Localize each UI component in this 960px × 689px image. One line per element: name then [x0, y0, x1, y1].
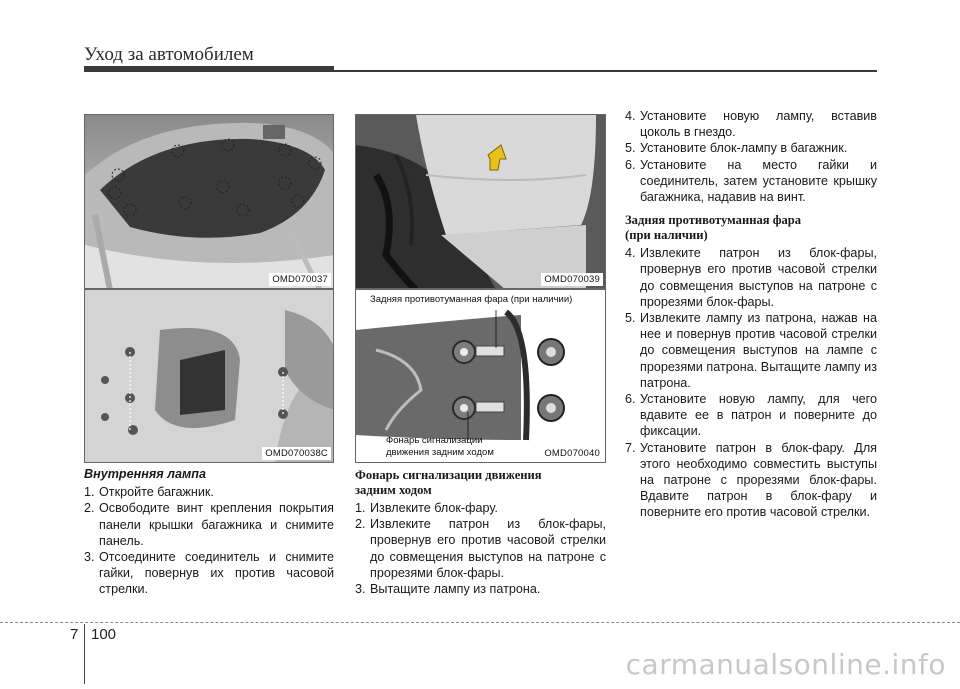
- section-heading-line: Фонарь сигнализации движения: [355, 468, 542, 482]
- item-text: Установите на место гайки и соединитель, затем установите крышку багажника, надавив на винт.: [640, 157, 877, 205]
- section-heading-line: (при наличии): [625, 228, 708, 243]
- page-number: 100: [91, 626, 117, 643]
- column-fog-lamp: [625, 108, 877, 521]
- list-item: [625, 157, 877, 206]
- list-item: [355, 500, 606, 516]
- list-item: [84, 484, 334, 500]
- item-text: Отсоедините соединитель и снимите гайки, повернув их против часовой стрелки.: [99, 550, 334, 597]
- figure-label-reverse-lamp: [386, 435, 494, 459]
- figure-lamp-sockets: [355, 289, 606, 463]
- list-item: [625, 310, 877, 391]
- item-number: 5.: [625, 141, 636, 156]
- section-heading: Внутренняя лампа: [84, 467, 206, 481]
- figure-label-line: Фонарь сигнализации: [386, 435, 483, 446]
- item-text: Извлеките лампу из патрона, нажав на нее и повернув против часовой стрелки до совмещения выступов на лампе с прорезями патрона. Вытащите лампу из патрона.: [640, 311, 877, 390]
- item-number: 1.: [355, 501, 366, 515]
- list-item: [625, 108, 877, 140]
- item-text: Установите новую лампу, вставив цоколь в гнездо.: [640, 109, 877, 140]
- item-number: 2.: [355, 517, 366, 532]
- item-number: 4.: [625, 109, 636, 123]
- trunk-lid-illustration: [85, 115, 334, 289]
- item-text: Откройте багажник.: [99, 485, 214, 500]
- chapter-number: 7: [70, 626, 79, 643]
- figure-label-fog-lamp: Задняя противотуманная фара (при наличии): [370, 294, 573, 305]
- item-number: 1.: [84, 485, 95, 500]
- list-item: [625, 391, 877, 440]
- page-number-separator: [84, 624, 85, 684]
- column-reverse-lamp: [355, 468, 606, 597]
- item-number: 3.: [84, 550, 95, 565]
- item-number: 6.: [625, 157, 636, 172]
- item-number: 7.: [625, 440, 636, 455]
- item-number: 3.: [355, 582, 366, 597]
- list-item: [625, 140, 877, 156]
- list-item: [625, 440, 877, 521]
- item-text: Извлеките блок-фару.: [370, 501, 498, 515]
- item-number: 2.: [84, 501, 95, 516]
- item-text: Установите блок-лампу в багажник.: [640, 141, 848, 156]
- figure-code: OMD070039: [541, 273, 603, 286]
- list-item: [625, 245, 877, 310]
- figure-trunk-panel-nuts: [84, 289, 334, 463]
- list-item: [84, 549, 334, 598]
- trunk-panel-illustration: [85, 290, 334, 463]
- item-text: Освободите винт крепления покрытия панели крышки багажника и снимите панель.: [99, 501, 334, 548]
- figure-code: OMD070038C: [262, 447, 331, 460]
- item-text: Извлеките патрон из блок-фары, провернув его против часовой стрелки до совмещения выступов на патроне с прорезями блок-фары.: [640, 246, 877, 309]
- item-text: Установите патрон в блок-фару. Для этого необходимо совместить выступы на патроне с прорезями блок-фары. Вдавите патрон в блок-фару и поверните его против часовой стрелки.: [640, 440, 877, 520]
- figure-label-line: движения задним ходом: [386, 447, 494, 458]
- lamp-unit-illustration: [356, 115, 606, 289]
- section-heading: [625, 213, 877, 243]
- figure-code: OMD070037: [269, 273, 331, 286]
- header-divider-thin: [334, 70, 877, 72]
- site-watermark: carmanualsonline.info: [625, 648, 946, 681]
- figure-trunk-lid: [84, 114, 334, 289]
- column-interior-lamp: [84, 466, 334, 598]
- list-item: [355, 516, 606, 581]
- item-text: Вытащите лампу из патрона.: [370, 582, 541, 597]
- item-text: Установите новую лампу, для чего вдавите ее в патрон и поверните до фиксации.: [640, 392, 877, 439]
- list-item: [355, 581, 606, 597]
- item-number: 6.: [625, 392, 636, 407]
- item-number: 5.: [625, 311, 636, 326]
- figure-code: OMD070040: [541, 447, 603, 460]
- section-heading-line: задним ходом: [355, 483, 432, 497]
- page-header-title: Уход за автомобилем: [84, 44, 254, 65]
- item-text: Извлеките патрон из блок-фары, провернув его против часовой стрелки до совмещения выступов на патроне с прорезями блок-фары.: [370, 517, 606, 580]
- footer-divider: [0, 622, 960, 624]
- list-item: [84, 500, 334, 549]
- item-number: 4.: [625, 246, 636, 261]
- section-heading: [355, 468, 606, 498]
- header-divider-thick: [84, 66, 334, 72]
- section-heading-line: Задняя противотуманная фара: [625, 213, 802, 228]
- figure-lamp-unit: [355, 114, 606, 289]
